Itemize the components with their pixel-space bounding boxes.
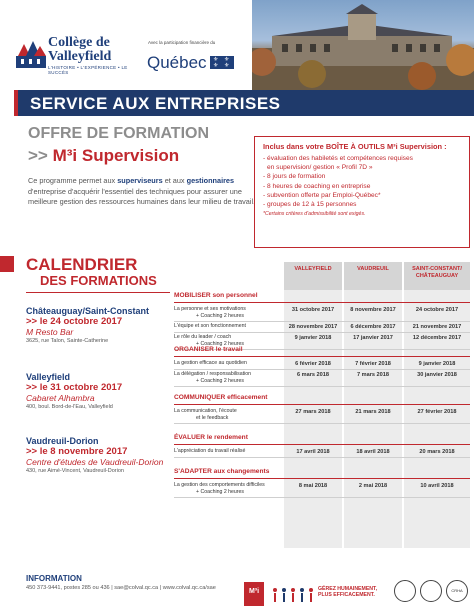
info-block [26, 574, 216, 591]
location-city: Vaudreuil-Dorion [26, 436, 99, 446]
location-address: 400, boul. Bord-de-l'Eau, Valleyfield [26, 404, 113, 410]
session-date: 8 novembre 2017 [350, 307, 396, 313]
location-venue: M Resto Bar [26, 327, 74, 337]
section-title: COMMUNIQUER efficacement [174, 394, 268, 401]
banner-title: SERVICE AUX ENTREPRISES [30, 94, 281, 113]
college-tagline: L'HISTOIRE • L'EXPÉRIENCE • LE SUCCÈS [48, 65, 128, 75]
session-title: L'équipe et son fonctionnement [174, 323, 246, 329]
session-date: 9 janvier 2018 [418, 361, 456, 367]
session-label [174, 448, 282, 455]
session-subtitle: + Coaching 2 heures [196, 378, 245, 384]
partner-note: Avec la participation financière du [148, 40, 216, 45]
toolbox-item: - subvention offerte par Emploi-Québec* [263, 191, 381, 199]
toolbox-note: *Certains critères d'admissibilité sont exigés. [263, 211, 366, 218]
session-label [174, 371, 282, 385]
session-date: 8 mai 2018 [298, 483, 328, 489]
service-banner [14, 90, 474, 116]
location-date: >> le 24 octobre 2017 [26, 316, 123, 327]
certification-seal-icon [394, 580, 416, 602]
row-divider [174, 497, 470, 498]
session-subtitle: + Coaching 2 heures [196, 489, 245, 495]
section-divider [174, 356, 470, 357]
session-date: 6 février 2018 [295, 361, 331, 367]
session-title: Le rôle du leader / coach [174, 334, 232, 340]
info-contact: 450 373-9441, postes 285 ou 436 | sae@colval.qc.ca | www.colval.qc.ca/sae [26, 585, 216, 591]
toolbox-list [263, 154, 461, 209]
location-block [26, 372, 176, 410]
row-divider [174, 369, 470, 370]
row-divider [174, 321, 470, 322]
session-date: 27 mars 2018 [295, 409, 331, 415]
session-date: 24 octobre 2017 [415, 307, 459, 313]
session-label [174, 323, 282, 330]
session-date: 31 octobre 2017 [291, 307, 335, 313]
location-venue: Centre d'études de Vaudreuil-Dorion [26, 457, 164, 467]
session-date: 28 novembre 2017 [288, 324, 338, 330]
session-date: 21 mars 2018 [355, 409, 391, 415]
section-divider [174, 478, 470, 479]
section-title: MOBILISER son personnel [174, 292, 258, 299]
certification-seal-icon [420, 580, 442, 602]
session-title: La délégation / responsabilisation [174, 371, 252, 377]
session-title: La gestion des comportements difficiles [174, 482, 265, 488]
section-title: ORGANISER le travail [174, 346, 243, 353]
college-name: Collège de Valleyfield [48, 35, 112, 64]
college-crest-icon [16, 38, 46, 68]
calendar-subtitle: DES FORMATIONS [40, 273, 157, 288]
session-label [174, 360, 282, 367]
m3i-badge: M³i [244, 582, 264, 606]
campus-photo [252, 0, 474, 90]
toolbox-item: en supervision/ gestion « Profil 7D » [267, 164, 373, 172]
crha-seal: CRHA [446, 580, 468, 602]
college-logo [16, 36, 136, 76]
session-date: 20 mars 2018 [419, 449, 455, 455]
section-divider [174, 404, 470, 405]
row-divider [174, 457, 470, 458]
session-title: La personne et ses motivations [174, 306, 246, 312]
toolbox-title: Inclus dans votre BOÎTE À OUTILS M³i Supervision : [263, 142, 447, 151]
info-title: INFORMATION [26, 574, 82, 583]
toolbox-item: - 8 heures de coaching en entreprise [263, 182, 371, 190]
arrow-marker: >> [28, 146, 48, 165]
location-block [26, 306, 176, 344]
runners-icon [270, 586, 316, 604]
session-date: 6 décembre 2017 [350, 324, 396, 330]
program-title [28, 146, 179, 166]
session-title: La gestion efficace au quotidien [174, 360, 247, 366]
slogan-line: PLUS EFFICACEMENT. [318, 592, 375, 598]
section-title: S'ADAPTER aux changements [174, 468, 270, 475]
session-subtitle: et le feedback [196, 415, 229, 421]
calendar-title: CALENDRIER [26, 255, 138, 274]
quebec-logo: Québec [147, 53, 207, 72]
location-city: Châteauguay/Saint-Constant [26, 306, 150, 316]
session-date: 10 avril 2018 [420, 483, 454, 489]
location-date: >> le 8 novembre 2017 [26, 446, 128, 457]
session-title: L'appréciation du travail réalisé [174, 448, 246, 454]
column-header-saint-constant: SAINT-CONSTANT/ CHÂTEAUGUAY [404, 262, 470, 290]
column-header-vaudreuil: VAUDREUIL [344, 262, 402, 290]
location-address: 430, rue Aimé-Vincent, Vaudreuil-Dorion [26, 468, 124, 474]
location-date: >> le 31 octobre 2017 [26, 382, 123, 393]
toolbox-item: - groupes de 12 à 15 personnes [263, 201, 357, 209]
location-city: Valleyfield [26, 372, 71, 382]
row-divider [174, 386, 470, 387]
session-date: 12 décembre 2017 [412, 335, 462, 341]
location-address: 3625, rue Talon, Sainte-Catherine [26, 338, 109, 344]
location-venue: Cabaret Alhambra [26, 393, 95, 403]
session-date: 27 février 2018 [417, 409, 457, 415]
session-title: La communication, l'écoute [174, 408, 237, 414]
session-date: 30 janvier 2018 [417, 372, 457, 378]
location-block [26, 436, 176, 474]
offer-title: OFFRE DE FORMATION [28, 125, 210, 142]
toolbox-item: - évaluation des habiletés et compétences requises [263, 155, 413, 162]
session-label [174, 306, 282, 320]
session-date: 7 février 2018 [355, 361, 391, 367]
program-intro: Ce programme permet aux superviseurs et aux gestionnaires d'entreprise d'acquérir l'essentiel des techniques pour assurer une meilleure gestion des ressources humaines dans leur milieu de travail. [28, 176, 256, 206]
row-divider [174, 423, 470, 424]
calendar-divider [26, 292, 170, 293]
section-divider [174, 302, 470, 303]
toolbox-box [254, 136, 470, 248]
session-date: 9 janvier 2018 [294, 335, 332, 341]
session-date: 2 mai 2018 [358, 483, 388, 489]
session-date: 7 mars 2018 [356, 372, 390, 378]
fleur-de-lis-icon: ⚜ ⚜ ⚜ ⚜ [210, 56, 234, 69]
section-title: ÉVALUER le rendement [174, 434, 248, 441]
session-date: 18 avril 2018 [356, 449, 390, 455]
session-label [174, 482, 282, 496]
row-divider [174, 332, 470, 333]
session-date: 21 novembre 2017 [412, 324, 462, 330]
section-divider [174, 444, 470, 445]
session-date: 17 avril 2018 [296, 449, 330, 455]
campus-building-image [252, 0, 474, 90]
column-header-valleyfield: VALLEYFIELD [284, 262, 342, 290]
footer-slogan [318, 586, 377, 598]
session-date: 17 janvier 2017 [353, 335, 393, 341]
program-name: M³i Supervision [52, 146, 180, 165]
calendar-accent-bar [0, 256, 14, 272]
slogan-line: GÉREZ HUMAINEMENT, [318, 586, 378, 592]
toolbox-item: - 8 jours de formation [263, 173, 326, 181]
session-subtitle: + Coaching 2 heures [196, 341, 245, 347]
session-date: 6 mars 2018 [296, 372, 330, 378]
session-label [174, 408, 282, 422]
session-subtitle: + Coaching 2 heures [196, 313, 245, 319]
